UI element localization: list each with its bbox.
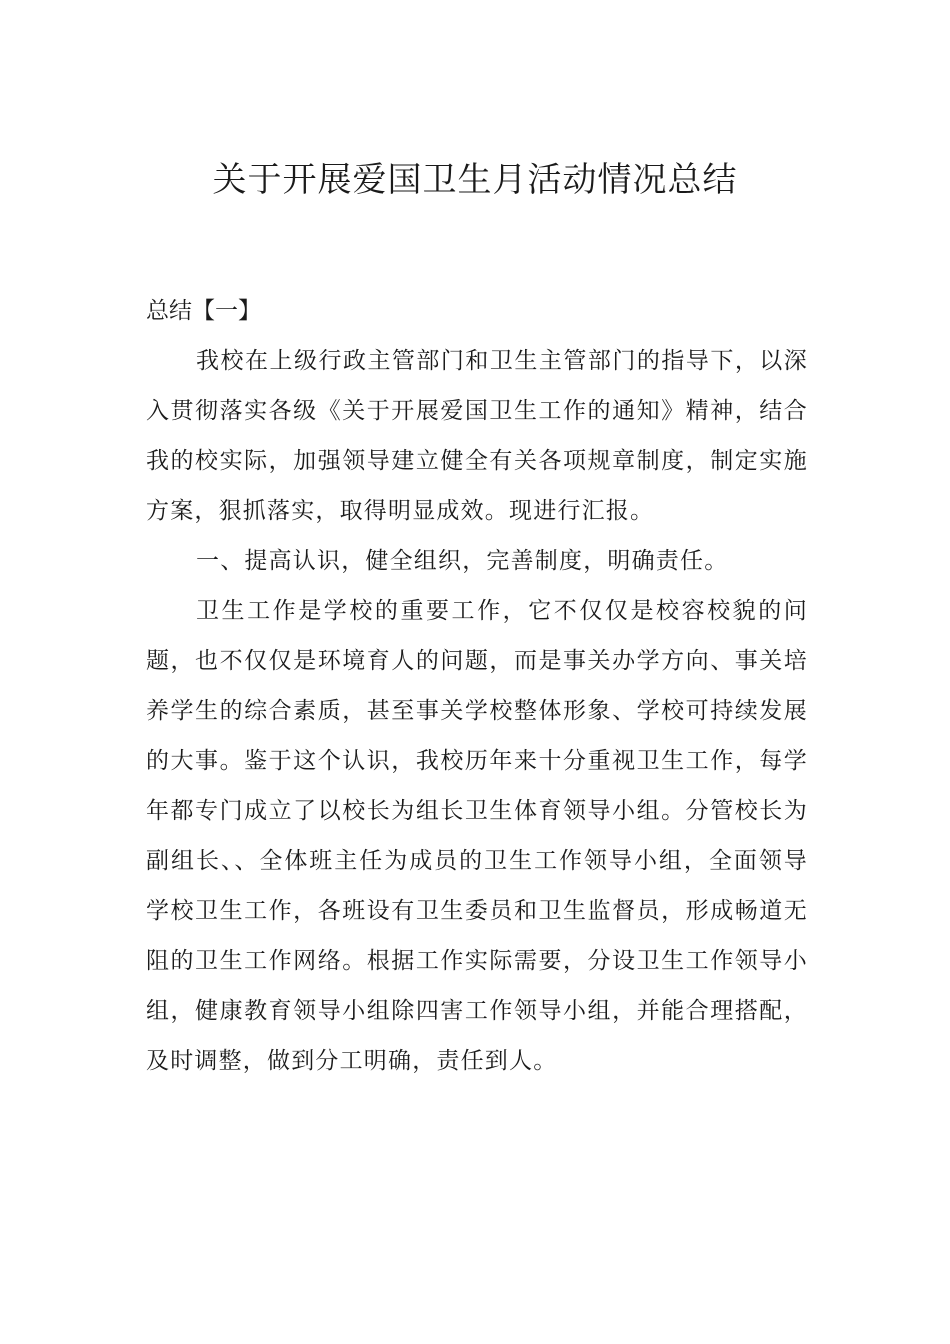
document-title: 关于开展爱国卫生月活动情况总结 [212, 160, 738, 200]
paragraph-intro: 我校在上级行政主管部门和卫生主管部门的指导下，以深入贯彻落实各级《关于开展爱国卫生工作的通知》精神，结合我的校实际，加强领导建立健全有关各项规章制度，制定实施方案，狠抓落实，取得明显成效。现进行汇报。 [146, 348, 808, 524]
section-heading: 总结【一】 [146, 298, 261, 324]
paragraph-body: 卫生工作是学校的重要工作，它不仅仅是校容校貌的问题，也不仅仅是环境育人的问题，而是事关办学方向、事关培养学生的综合素质，甚至事关学校整体形象、学校可持续发展的大事。鉴于这个认识，我校历年来十分重视卫生工作，每学年都专门成立了以校长为组长卫生体育领导小组。分管校长为副组长、、全体班主任为成员的卫生工作领导小组，全面领导学校卫生工作，各班设有卫生委员和卫生监督员，形成畅道无阻的卫生工作网络。根据工作实际需要，分设卫生工作领导小组，健康教育领导小组除四害工作领导小组，并能合理搭配，及时调整，做到分工明确，责任到人。 [146, 598, 808, 1074]
paragraph-heading-one: 一、提高认识，健全组织，完善制度，明确责任。 [196, 548, 729, 574]
document-body [146, 286, 808, 1086]
